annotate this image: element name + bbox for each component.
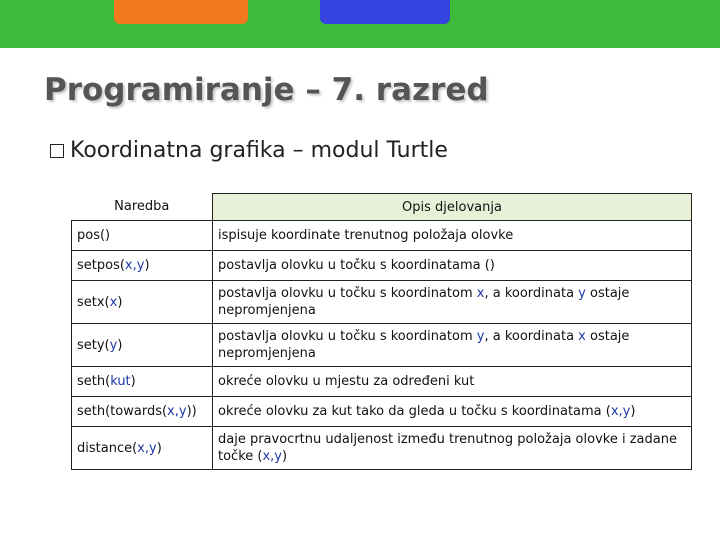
keyword-text: x [578, 329, 586, 344]
keyword-text: x [476, 286, 485, 301]
commands-table [71, 193, 692, 470]
command-cell [72, 251, 213, 281]
keyword-text: x,y [262, 449, 282, 464]
command-cell [72, 221, 213, 251]
cell-text: ) [130, 374, 136, 389]
cell-text: okreće olovku za kut tako da gleda u točku s koordinatama ( [218, 404, 611, 419]
cell-text: , a koordinata [484, 286, 579, 301]
cell-text: ) [117, 294, 123, 310]
command-cell [72, 427, 213, 470]
cell-text: okreće olovku u mjestu za određeni kut [218, 374, 475, 389]
description-cell [213, 427, 692, 470]
cell-text: ispisuje koordinate trenutnog položaja olovke [218, 228, 514, 243]
header-naredba: Naredba [72, 194, 213, 221]
table-header-row [72, 194, 692, 221]
keyword-text: x,y [124, 258, 145, 273]
header-opis: Opis djelovanja [213, 194, 692, 221]
cell-text: postavlja olovku u točku s koordinatama () [218, 258, 495, 273]
cell-text: ) [117, 337, 123, 353]
cell-text: postavlja olovku u točku s koordinatom [218, 329, 477, 344]
cell-text: )) [186, 404, 197, 419]
table-row [72, 427, 692, 470]
description-cell [213, 397, 692, 427]
cell-text: ) [630, 404, 636, 419]
cell-text: , a koordinata [484, 329, 579, 344]
keyword-text: x,y [167, 404, 187, 419]
bullet-point [50, 138, 448, 163]
keyword-text: kut [110, 374, 131, 389]
table-row [72, 397, 692, 427]
table-row [72, 367, 692, 397]
cell-text: ) [144, 258, 150, 273]
keyword-text: y [578, 286, 586, 301]
cell-text: ostaje nepromjenjena [218, 329, 630, 361]
cell-text: setx( [77, 294, 110, 310]
cell-text: ) [156, 440, 162, 456]
command-cell [72, 397, 213, 427]
table-row [72, 221, 692, 251]
keyword-text: y [109, 337, 118, 353]
bullet-text: Koordinatna grafika – modul Turtle [70, 138, 448, 163]
table-row [72, 281, 692, 324]
cell-text: sety( [77, 337, 110, 353]
keyword-text: x,y [610, 404, 631, 419]
description-cell [213, 251, 692, 281]
description-cell [213, 221, 692, 251]
command-cell [72, 367, 213, 397]
cell-text: postavlja olovku u točku s koordinatom [218, 286, 477, 301]
cell-text: ostaje nepromjenjena [218, 286, 630, 318]
cell-text: ) [282, 449, 288, 464]
keyword-text: x [109, 294, 118, 310]
checkbox-bullet-icon [50, 144, 64, 158]
keyword-text: x,y [137, 440, 157, 456]
cell-text: seth( [77, 374, 111, 389]
blue-tab-decoration [320, 0, 450, 24]
command-cell [72, 324, 213, 367]
cell-text: seth(towards( [77, 404, 168, 419]
orange-tab-decoration [114, 0, 248, 24]
cell-text: setpos( [77, 258, 125, 273]
keyword-text: y [476, 329, 485, 344]
table-row [72, 324, 692, 367]
description-cell [213, 281, 692, 324]
cell-text: distance( [77, 440, 138, 456]
cell-text: pos() [77, 228, 111, 243]
command-cell [72, 281, 213, 324]
description-cell [213, 367, 692, 397]
commands-table-body [72, 221, 692, 470]
description-cell [213, 324, 692, 367]
slide-title: Programiranje – 7. razred [44, 72, 489, 108]
table-row [72, 251, 692, 281]
cell-text: daje pravocrtnu udaljenost između trenutnog položaja olovke i zadane točke ( [218, 432, 677, 464]
